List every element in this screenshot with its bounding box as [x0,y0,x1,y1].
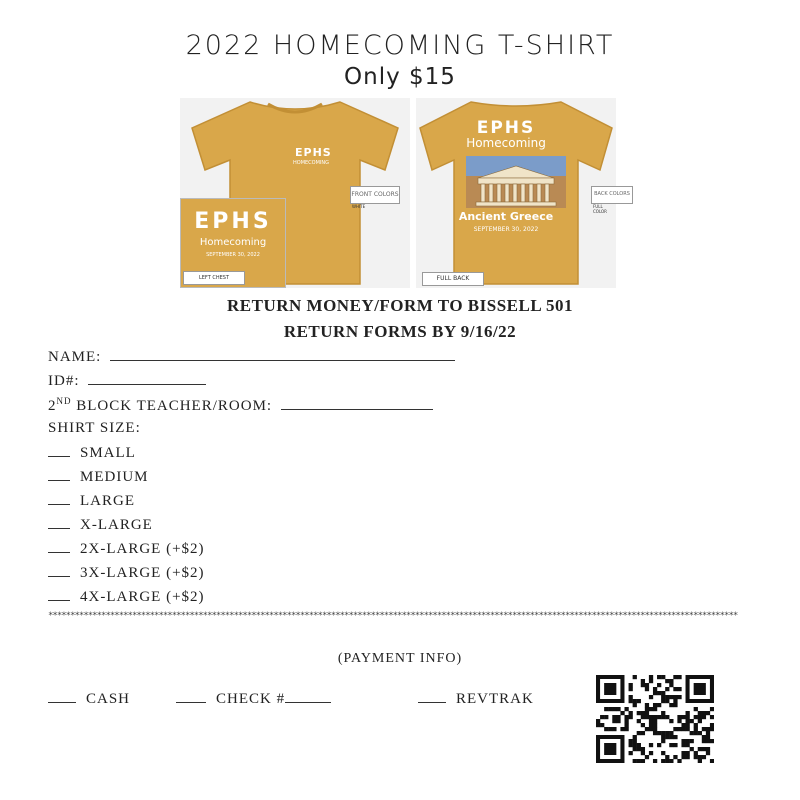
size-blank[interactable] [48,468,70,481]
inset-title: EPHS [194,209,272,234]
id-field[interactable] [48,372,206,390]
price-text: Only $15 [344,64,456,90]
size-label: MEDIUM [80,469,149,485]
check-label: CHECK # [216,691,286,707]
name-label: NAME: [48,349,102,365]
id-label: ID#: [48,373,80,389]
back-colors-value: FULL COLOR [593,204,607,214]
inset-date: SEPTEMBER 30, 2022 [206,252,260,258]
revtrak-blank[interactable] [418,690,446,703]
left-chest-inset [180,198,286,288]
front-colors-value: WHITE [352,204,366,209]
chest-logo-text: EPHS [295,146,332,159]
front-shirt-panel [180,98,410,288]
qr-code-icon[interactable] [596,675,714,763]
teacher-label: BLOCK TEACHER/ROOM: [71,398,273,414]
back-title: EPHS [476,118,536,138]
size-blank[interactable] [48,492,70,505]
return-deadline: RETURN FORMS BY 9/16/22 [283,322,517,341]
size-blank[interactable] [48,516,70,529]
teacher-label-sup: ND [56,396,72,406]
teacher-line[interactable] [281,397,433,410]
inset-subtitle: Homecoming [199,237,267,248]
back-subtitle: Homecoming [466,136,546,150]
size-label: 3X-LARGE (+$2) [80,565,205,581]
size-option[interactable] [48,564,205,582]
size-option[interactable] [48,468,149,486]
payment-heading: (PAYMENT INFO) [337,651,463,666]
back-theme: Ancient Greece [458,210,554,223]
check-blank[interactable] [176,690,206,703]
back-date: SEPTEMBER 30, 2022 [473,226,539,233]
back-label: FULL BACK [422,272,484,286]
size-blank[interactable] [48,540,70,553]
revtrak-label: REVTRAK [456,691,534,707]
cash-label: CASH [86,691,131,707]
back-shirt-panel [416,98,630,288]
name-field[interactable] [48,348,455,366]
size-option[interactable] [48,516,153,534]
revtrak-option[interactable] [418,690,534,708]
cash-option[interactable] [48,690,130,708]
size-label: LARGE [80,493,135,509]
inset-label: LEFT CHEST [183,271,245,285]
check-number-line[interactable] [285,690,331,703]
shirt-size-label: SHIRT SIZE: [48,420,141,436]
teacher-field[interactable] [48,396,433,415]
check-option[interactable] [176,690,331,708]
page-title: 2022 HOMECOMING T-SHIRT [185,30,615,61]
teacher-label-num: 2 [48,398,57,414]
size-blank[interactable] [48,444,70,457]
size-option[interactable] [48,492,135,510]
size-label: X-LARGE [80,517,153,533]
back-colors-box: BACK COLORS [591,186,633,204]
size-label: 4X-LARGE (+$2) [80,589,205,605]
name-line[interactable] [110,348,455,361]
size-blank[interactable] [48,588,70,601]
size-label: 2X-LARGE (+$2) [80,541,205,557]
return-instructions: RETURN MONEY/FORM TO BISSELL 501 [227,296,573,315]
size-blank[interactable] [48,564,70,577]
size-option[interactable] [48,540,205,558]
size-option[interactable] [48,444,136,462]
size-option[interactable] [48,588,205,606]
cash-blank[interactable] [48,690,76,703]
divider: ************************************************************************************************************************************************************ [48,611,738,621]
id-line[interactable] [88,372,206,385]
chest-logo-sub: HOMECOMING [293,160,329,166]
size-label: SMALL [80,445,136,461]
front-colors-box: FRONT COLORS [350,186,400,204]
